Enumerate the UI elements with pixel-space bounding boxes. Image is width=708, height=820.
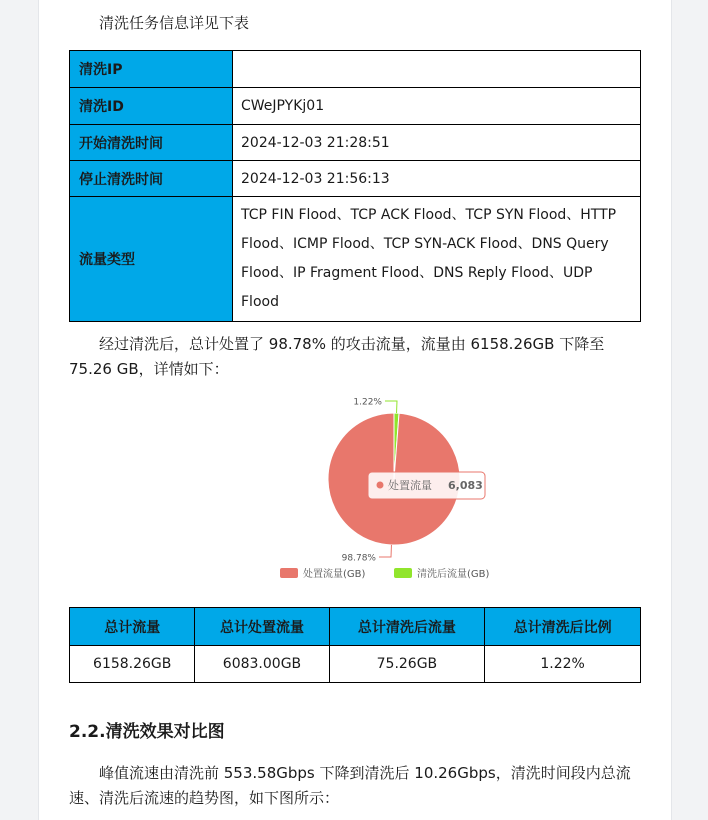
table-row	[70, 161, 641, 197]
summary-text: 经过清洗后，总计处置了 98.78% 的攻击流量，流量由 6158.26GB 下降至 75.26 GB，详情如下：	[69, 335, 605, 378]
header-total-traffic: 总计流量	[70, 608, 195, 646]
section-heading: 2.2.清洗效果对比图	[69, 722, 225, 742]
table-header-row	[70, 608, 641, 646]
pie-percent-label: 1.22%	[353, 397, 382, 408]
summary-table	[69, 607, 641, 683]
cell-handled-traffic: 6083.00GB	[195, 646, 329, 683]
section-text: 峰值流速由清洗前 553.58Gbps 下降到清洗后 10.26Gbps，清洗时间段内总流速、清洗后流速的趋势图，如下图所示：	[69, 764, 631, 807]
row-label: 停止清洗时间	[70, 161, 233, 197]
table-row	[70, 51, 641, 88]
legend-label[interactable]: 处置流量(GB)	[303, 569, 366, 580]
pie-label-line	[385, 401, 397, 413]
row-label: 开始清洗时间	[70, 125, 233, 161]
row-value: CWeJPYKj01	[233, 88, 641, 125]
document-page	[38, 0, 672, 820]
row-label: 清洗ID	[70, 88, 233, 125]
header-post-clean-ratio: 总计清洗后比例	[485, 608, 641, 646]
header-post-clean-traffic: 总计清洗后流量	[329, 608, 485, 646]
tooltip-value: 6,083	[448, 479, 483, 492]
row-value	[233, 51, 641, 88]
traffic-pie-chart	[229, 383, 490, 588]
header-handled-traffic: 总计处置流量	[195, 608, 329, 646]
pie-label-line	[379, 545, 391, 557]
row-label: 清洗IP	[70, 51, 233, 88]
row-value: 2024-12-03 21:28:51	[233, 125, 641, 161]
table-row	[70, 197, 641, 322]
tooltip-name: 处置流量	[388, 479, 432, 492]
table-row	[70, 88, 641, 125]
cell-total-traffic: 6158.26GB	[70, 646, 195, 683]
chart-tooltip	[368, 472, 485, 499]
pie-percent-label: 98.78%	[341, 553, 377, 564]
legend-swatch[interactable]	[394, 568, 412, 578]
cell-post-clean-traffic: 75.26GB	[329, 646, 485, 683]
row-value: 2024-12-03 21:56:13	[233, 161, 641, 197]
row-label: 流量类型	[70, 197, 233, 322]
flood-types-value: TCP FIN Flood、TCP ACK Flood、TCP SYN Flood、HTTP Flood、ICMP Flood、TCP SYN-ACK Flood、DNS Query Flood、IP Fragment Flood、DNS Reply Flood、UDP Flood	[233, 197, 641, 322]
tooltip-marker	[377, 482, 384, 489]
cell-post-clean-ratio: 1.22%	[485, 646, 641, 683]
task-info-table	[69, 50, 641, 322]
table-row	[70, 125, 641, 161]
table-row	[70, 646, 641, 683]
legend-label[interactable]: 清洗后流量(GB)	[417, 569, 490, 580]
intro-text: 清洗任务信息详见下表	[99, 14, 250, 32]
legend-swatch[interactable]	[280, 568, 298, 578]
